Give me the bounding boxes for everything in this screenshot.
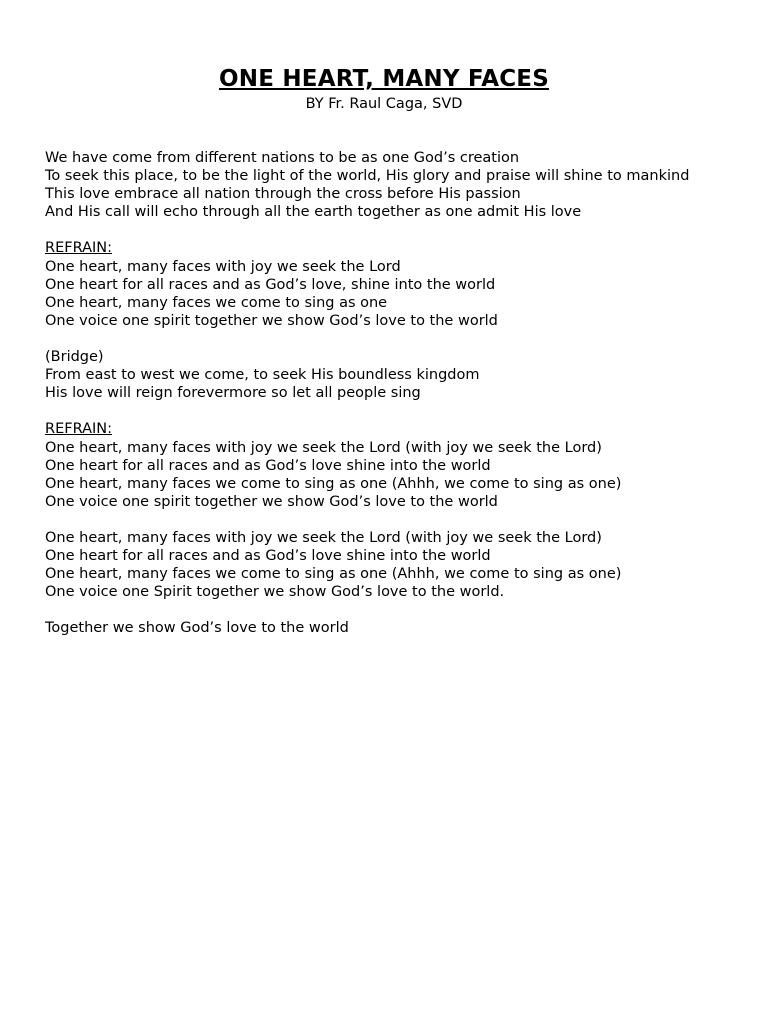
stanza-gap: [45, 330, 760, 348]
verse-1-line-2: To seek this place, to be the light of the world, His glory and praise will shine to mankind: [45, 168, 690, 185]
lyrics-body: [45, 149, 760, 638]
refrain-2-heading: REFRAIN:: [45, 421, 112, 438]
stanza-gap: [45, 601, 760, 619]
refrain-3-line-2: One heart for all races and as God’s love shine into the world: [45, 548, 491, 565]
verse-1-line-4: And His call will echo through all the earth together as one admit His love: [45, 204, 582, 221]
refrain-1-heading: REFRAIN:: [45, 240, 112, 257]
stanza-gap: [45, 402, 760, 420]
bridge-line-1: From east to west we come, to seek His boundless kingdom: [45, 367, 480, 384]
refrain-2-line-4: One voice one spirit together we show God’s love to the world: [45, 493, 498, 510]
bridge-heading: (Bridge): [45, 349, 104, 366]
stanza-gap: [45, 511, 760, 529]
refrain-3-line-3: One heart, many faces we come to sing as one (Ahhh, we come to sing as one): [45, 566, 622, 583]
song-byline: BY Fr. Raul Caga, SVD: [305, 96, 463, 112]
bridge-line-2: His love will reign forevermore so let all people sing: [45, 385, 421, 402]
verse-1-line-3: This love embrace all nation through the cross before His passion: [45, 186, 521, 203]
song-title: ONE HEART, MANY FACES: [219, 66, 549, 92]
refrain-2-line-3: One heart, many faces we come to sing as one (Ahhh, we come to sing as one): [45, 475, 622, 492]
refrain-1-line-2: One heart for all races and as God’s love, shine into the world: [45, 276, 496, 293]
ending-line: Together we show God’s love to the world: [45, 620, 349, 637]
refrain-3-line-1: One heart, many faces with joy we seek the Lord (with joy we seek the Lord): [45, 529, 602, 546]
verse-1-line-1: We have come from different nations to be as one God’s creation: [45, 150, 520, 166]
refrain-1-line-3: One heart, many faces we come to sing as one: [45, 294, 388, 311]
refrain-1-line-4: One voice one spirit together we show God’s love to the world: [45, 312, 498, 329]
stanza-gap: [45, 221, 760, 239]
refrain-3-line-4: One voice one Spirit together we show God’s love to the world.: [45, 584, 505, 601]
refrain-2-line-1: One heart, many faces with joy we seek the Lord (with joy we seek the Lord): [45, 439, 602, 456]
refrain-1-line-1: One heart, many faces with joy we seek the Lord: [45, 258, 401, 275]
refrain-2-line-2: One heart for all races and as God’s love shine into the world: [45, 457, 491, 474]
